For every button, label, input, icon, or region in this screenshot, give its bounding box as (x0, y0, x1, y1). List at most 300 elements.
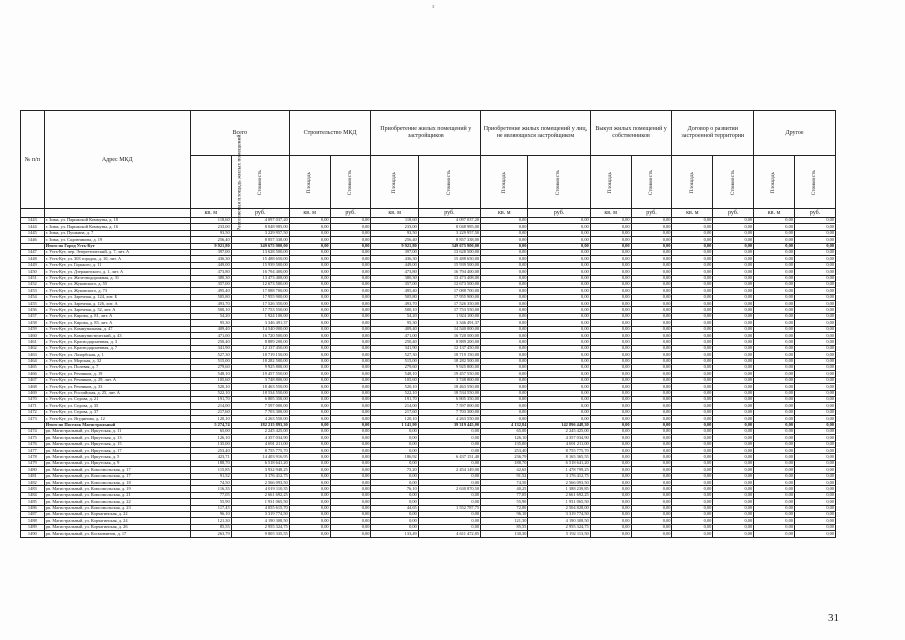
value-cell: 397,00 (190, 249, 231, 255)
value-cell: 0,00 (289, 352, 330, 358)
value-cell: 520,10 (190, 384, 231, 390)
value-cell: 1 552 787,75 (418, 505, 480, 511)
value-cell: 0,00 (481, 333, 528, 339)
value-cell: 0,00 (330, 428, 371, 434)
value-cell: 0,00 (713, 480, 754, 486)
value-cell: 0,00 (672, 480, 713, 486)
value-cell: 0,00 (590, 531, 631, 537)
value-cell: 9 925 800,00 (231, 364, 289, 370)
address-cell: г. Усть-Кут, ул. Кирова, д. 81, лит. А (44, 313, 190, 319)
value-cell: 0,00 (672, 249, 713, 255)
value-cell: 0,00 (631, 294, 672, 300)
value-cell: 0,00 (672, 441, 713, 447)
value-cell: 0,00 (631, 422, 672, 428)
group-header-row (21, 111, 836, 156)
value-cell: 15 488 650,00 (231, 256, 289, 262)
value-cell: 0,00 (794, 243, 835, 249)
value-cell: 3 176 412,75 (231, 473, 289, 479)
value-cell: 135,00 (190, 441, 231, 447)
value-cell: 0,00 (590, 492, 631, 498)
row-number-cell: 1457 (21, 313, 45, 319)
value-cell: 0,00 (330, 339, 371, 345)
address-cell: рп. Магистральный, ул. Иркутская, д. 15 (44, 441, 190, 447)
unit-cell: кв. м (190, 209, 231, 218)
value-cell: 0,00 (754, 230, 795, 236)
value-cell: 121,30 (481, 518, 528, 524)
group-header: Приобретение жилых помещений у застройщиков (371, 111, 481, 156)
address-cell: рп. Магистральный, ул. Комсомольская, д. 21 (44, 492, 190, 498)
value-cell: 0,00 (713, 448, 754, 454)
value-cell: 0,00 (713, 333, 754, 339)
value-cell: 0,00 (371, 492, 418, 498)
value-cell: 0,00 (713, 218, 754, 224)
page-number: 31 (828, 612, 839, 624)
value-cell: 0,00 (631, 262, 672, 268)
value-cell: 0,00 (672, 460, 713, 466)
sub-header-label: Площадь (390, 171, 397, 194)
row-number-cell: 1479 (21, 460, 45, 466)
address-cell: г. Усть-Кут, ул. Горького, д. 11 (44, 262, 190, 268)
value-cell: 0,00 (330, 511, 371, 517)
row-number-cell: 1490 (21, 531, 45, 537)
value-cell: 236,79 (481, 454, 528, 460)
row-number-cell: 1471 (21, 403, 45, 409)
value-cell: 0,00 (672, 237, 713, 243)
value-cell: 4 263 550,00 (418, 416, 480, 422)
address-cell: г. Зима, ул. Садовникова, д. 19 (44, 237, 190, 243)
value-cell: 0,00 (754, 307, 795, 313)
value-cell: 0,00 (631, 364, 672, 370)
value-cell: 0,00 (590, 505, 631, 511)
value-cell: 0,00 (713, 339, 754, 345)
value-cell: 12 673 500,00 (418, 281, 480, 287)
value-cell: 2 630 870,50 (418, 486, 480, 492)
value-cell: 449,00 (190, 262, 231, 268)
value-cell: 0,00 (330, 416, 371, 422)
value-cell: 0,00 (754, 492, 795, 498)
row-number-cell: 1446 (21, 237, 45, 243)
value-cell: 13 628 500,00 (231, 249, 289, 255)
value-cell: 0,00 (418, 428, 480, 434)
value-cell: 0,00 (330, 275, 371, 281)
value-cell: 0,00 (289, 473, 330, 479)
value-cell: 0,00 (528, 224, 590, 230)
value-cell: 0,00 (631, 396, 672, 402)
value-cell: 0,00 (754, 218, 795, 224)
value-cell: 0,00 (289, 230, 330, 236)
value-cell: 0,00 (631, 480, 672, 486)
value-cell: 0,00 (794, 492, 835, 498)
value-cell: 0,00 (528, 416, 590, 422)
value-cell: 0,00 (590, 339, 631, 345)
value-cell: 0,00 (672, 269, 713, 275)
value-cell: 0,00 (590, 486, 631, 492)
value-cell: 522,10 (371, 390, 418, 396)
value-cell: 0,00 (672, 467, 713, 473)
value-cell: 0,00 (330, 467, 371, 473)
value-cell: 0,00 (713, 511, 754, 517)
value-cell: 0,00 (330, 409, 371, 415)
value-cell: 0,00 (713, 505, 754, 511)
value-cell: 495,40 (371, 288, 418, 294)
value-cell: 349 675 900,00 (231, 243, 289, 249)
value-cell: 0,00 (794, 237, 835, 243)
address-cell: г. Усть-Кут, ул. Железнодорожная, д. 31 (44, 275, 190, 281)
value-cell: 0,00 (528, 269, 590, 275)
value-cell: 0,00 (713, 531, 754, 537)
value-cell: 0,00 (289, 307, 330, 313)
value-cell: 40,25 (481, 486, 528, 492)
unit-cell: руб. (794, 209, 835, 218)
value-cell: 0,00 (590, 441, 631, 447)
value-cell: 120,10 (190, 416, 231, 422)
value-cell: 0,00 (481, 294, 528, 300)
address-cell: г. Усть-Кут, ул. Российская, д. 25, лит. А (44, 390, 190, 396)
value-cell: 436,30 (190, 256, 231, 262)
value-cell: 18 534 550,00 (231, 390, 289, 396)
value-cell: 74,50 (190, 480, 231, 486)
value-cell: 0,00 (794, 218, 835, 224)
value-cell: 0,00 (794, 256, 835, 262)
value-cell: 0,00 (672, 301, 713, 307)
value-cell: 9 925 800,00 (418, 364, 480, 370)
value-cell: 0,00 (528, 377, 590, 383)
value-cell: 0,00 (330, 435, 371, 441)
value-cell: 76,10 (371, 486, 418, 492)
value-cell: 0,00 (672, 403, 713, 409)
value-cell: 8 755 775,70 (231, 448, 289, 454)
value-cell: 0,00 (672, 352, 713, 358)
value-cell: 0,00 (371, 473, 418, 479)
table-body (21, 218, 836, 538)
value-cell: 0,00 (481, 352, 528, 358)
value-cell: 3 748 800,00 (231, 377, 289, 383)
value-cell: 0,00 (754, 390, 795, 396)
value-cell: 0,00 (330, 243, 371, 249)
row-number-cell: 1450 (21, 269, 45, 275)
value-cell: 0,00 (754, 518, 795, 524)
value-cell: 77,05 (481, 492, 528, 498)
value-cell: 0,00 (794, 518, 835, 524)
group-header: Договор о развитии застроенной территории (672, 111, 754, 156)
value-cell: 96,10 (481, 511, 528, 517)
value-cell: 0,00 (754, 249, 795, 255)
value-cell: 0,00 (330, 384, 371, 390)
row-number-cell: 1458 (21, 320, 45, 326)
address-cell: г. Усть-Кут, ул. Речников, д. 19 (44, 371, 190, 377)
value-cell: 0,00 (794, 473, 835, 479)
value-cell: 0,00 (590, 256, 631, 262)
value-cell: 18 463 550,00 (418, 384, 480, 390)
value-cell: 4 132,84 (481, 422, 528, 428)
value-cell: 0,00 (481, 396, 528, 402)
sub-header-cell (713, 156, 754, 209)
value-cell: 505,80 (371, 294, 418, 300)
value-cell: 120,10 (371, 416, 418, 422)
value-cell: 7 597 000,00 (231, 403, 289, 409)
address-cell: рп. Магистральный, ул. Иркутская, д. 13 (44, 435, 190, 441)
value-cell: 0,00 (289, 403, 330, 409)
value-cell: 0,00 (713, 473, 754, 479)
col-no-header: № п/п (21, 111, 45, 209)
value-cell: 0,00 (631, 275, 672, 281)
value-cell: 0,00 (590, 230, 631, 236)
value-cell: 3 229 957,50 (231, 230, 289, 236)
value-cell: 0,00 (289, 409, 330, 415)
value-cell: 0,00 (631, 499, 672, 505)
value-cell: 0,00 (330, 262, 371, 268)
address-cell: г. Зима, ул. Парижской Коммуны, д. 18 (44, 218, 190, 224)
value-cell: 0,00 (713, 416, 754, 422)
value-cell: 0,00 (289, 396, 330, 402)
value-cell: 0,00 (754, 499, 795, 505)
row-number-cell: 1456 (21, 307, 45, 313)
value-cell: 1 924 100,00 (418, 313, 480, 319)
row-number-cell: 1463 (21, 352, 45, 358)
unit-cell: руб. (231, 209, 289, 218)
value-cell: 2 661 692,25 (528, 492, 590, 498)
value-cell: 96,10 (190, 511, 231, 517)
value-cell: 42,65 (481, 467, 528, 473)
value-cell: 0,00 (289, 256, 330, 262)
row-number-cell: 1486 (21, 505, 45, 511)
value-cell: 0,00 (289, 518, 330, 524)
value-cell: 65,00 (481, 428, 528, 434)
sub-header-cell (418, 156, 480, 209)
value-cell: 0,00 (713, 326, 754, 332)
value-cell: 8 048 985,00 (418, 224, 480, 230)
value-cell: 0,00 (289, 288, 330, 294)
row-number-cell: 1465 (21, 364, 45, 370)
value-cell: 6 437 151,40 (418, 454, 480, 460)
sub-header-label: Стоимость (555, 169, 562, 196)
value-cell: 0,00 (754, 288, 795, 294)
value-cell: 0,00 (631, 518, 672, 524)
value-cell: 14 403 916,95 (231, 454, 289, 460)
value-cell: 17 753 550,00 (418, 307, 480, 313)
value-cell: 0,00 (713, 428, 754, 434)
value-cell: 0,00 (794, 441, 835, 447)
value-cell: 105,60 (190, 377, 231, 383)
row-number-cell: 1445 (21, 230, 45, 236)
value-cell: 0,00 (794, 396, 835, 402)
value-cell: 54,20 (190, 313, 231, 319)
scan-mark: з (432, 4, 435, 10)
unit-cell: кв. м (590, 209, 631, 218)
value-cell: 0,00 (289, 243, 330, 249)
value-cell: 0,00 (713, 396, 754, 402)
value-cell: 0,00 (289, 422, 330, 428)
value-cell: 409,40 (371, 326, 418, 332)
sub-header-label: Стоимость (729, 169, 736, 196)
value-cell: 0,00 (481, 384, 528, 390)
value-cell: 0,00 (481, 326, 528, 332)
value-cell: 0,00 (713, 237, 754, 243)
value-cell: 0,00 (631, 448, 672, 454)
value-cell: 0,00 (631, 505, 672, 511)
value-cell: 0,00 (418, 499, 480, 505)
unit-cell: кв. м (289, 209, 330, 218)
value-cell: 0,00 (672, 224, 713, 230)
value-cell: 0,00 (672, 518, 713, 524)
value-cell: 16 794 400,00 (231, 269, 289, 275)
value-cell: 0,00 (418, 441, 480, 447)
value-cell: 0,00 (672, 428, 713, 434)
value-cell: 0,00 (371, 480, 418, 486)
value-cell: 0,00 (371, 448, 418, 454)
value-cell: 0,00 (631, 409, 672, 415)
group-header: Всего (190, 111, 289, 156)
value-cell: 0,00 (794, 486, 835, 492)
value-cell: 0,00 (289, 454, 330, 460)
value-cell: 0,00 (590, 403, 631, 409)
value-cell: 16 794 400,00 (418, 269, 480, 275)
value-cell: 0,00 (794, 403, 835, 409)
value-cell: 0,00 (289, 358, 330, 364)
sub-header-cell (754, 156, 795, 209)
address-cell: г. Усть-Кут, ул. Заречная, д. 126, лит. А (44, 301, 190, 307)
value-cell: 0,00 (330, 352, 371, 358)
value-cell: 0,00 (481, 269, 528, 275)
value-cell: 0,00 (754, 505, 795, 511)
value-cell: 0,00 (528, 339, 590, 345)
value-cell: 0,00 (794, 428, 835, 434)
value-cell: 0,00 (713, 275, 754, 281)
row-number-cell: 1473 (21, 416, 45, 422)
value-cell: 72,80 (481, 505, 528, 511)
value-cell: 0,00 (481, 358, 528, 364)
value-cell: 0,00 (631, 320, 672, 326)
value-cell: 0,00 (713, 294, 754, 300)
value-cell: 15 488 650,00 (418, 256, 480, 262)
value-cell: 253,40 (481, 448, 528, 454)
value-cell: 8 165 365,55 (528, 454, 590, 460)
address-cell: г. Усть-Кут, ул. Жуковского, д. 73 (44, 288, 190, 294)
value-cell: 116,35 (190, 486, 231, 492)
value-cell: 0,00 (289, 218, 330, 224)
value-cell: 0,00 (713, 352, 754, 358)
value-cell: 0,00 (528, 237, 590, 243)
value-cell: 0,00 (418, 480, 480, 486)
address-cell: рп. Магистральный, ул. Корчагинская, д. 22 (44, 511, 190, 517)
value-cell: 0,00 (289, 435, 330, 441)
value-cell: 55,90 (481, 499, 528, 505)
sub-header-cell (672, 156, 713, 209)
row-number-cell: 1470 (21, 396, 45, 402)
value-cell: 0,00 (794, 333, 835, 339)
value-cell: 0,00 (754, 409, 795, 415)
value-cell: 2 566 093,50 (528, 480, 590, 486)
value-cell: 0,00 (330, 256, 371, 262)
sub-header-label: Стоимость (647, 169, 654, 196)
value-cell: 0,00 (631, 281, 672, 287)
value-cell: 0,00 (590, 313, 631, 319)
value-cell: 0,00 (794, 281, 835, 287)
value-cell: 214,00 (190, 403, 231, 409)
value-cell: 0,00 (418, 518, 480, 524)
value-cell: 263,79 (190, 531, 231, 537)
value-cell: 0,00 (672, 326, 713, 332)
value-cell: 0,00 (713, 409, 754, 415)
value-cell: 0,00 (672, 275, 713, 281)
value-cell: 0,00 (330, 390, 371, 396)
value-cell: 0,00 (330, 333, 371, 339)
sub-header-cell (528, 156, 590, 209)
value-cell: 0,00 (289, 275, 330, 281)
value-cell: 0,00 (528, 218, 590, 224)
row-number-cell: 1476 (21, 441, 45, 447)
sub-header-label: Стоимость (445, 169, 452, 196)
value-cell: 0,00 (754, 422, 795, 428)
value-cell: 0,00 (631, 333, 672, 339)
value-cell: 0,00 (672, 339, 713, 345)
value-cell: 0,00 (631, 454, 672, 460)
value-cell: 0,00 (481, 390, 528, 396)
value-cell: 18 463 550,00 (231, 384, 289, 390)
value-cell: 0,00 (590, 352, 631, 358)
value-cell: 515,00 (190, 358, 231, 364)
value-cell: 0,00 (371, 518, 418, 524)
value-cell: 9 921,80 (190, 243, 231, 249)
value-cell: 0,00 (754, 301, 795, 307)
value-cell: 3 229 957,50 (418, 230, 480, 236)
value-cell: 0,00 (754, 358, 795, 364)
value-cell: 0,00 (754, 326, 795, 332)
row-number-cell: 1469 (21, 390, 45, 396)
value-cell: 500,10 (190, 307, 231, 313)
value-cell: 0,00 (371, 441, 418, 447)
value-cell: 493,70 (190, 301, 231, 307)
value-cell: 4 357 034,90 (528, 435, 590, 441)
value-cell: 0,00 (754, 364, 795, 370)
value-cell: 0,00 (631, 358, 672, 364)
value-cell: 1 924 100,00 (231, 313, 289, 319)
value-cell: 5 274,74 (190, 422, 231, 428)
value-cell: 16 720 500,00 (418, 333, 480, 339)
value-cell: 142 896 448,30 (528, 422, 590, 428)
value-cell: 93,50 (371, 230, 418, 236)
value-cell: 214,00 (371, 403, 418, 409)
value-cell: 473,80 (190, 269, 231, 275)
value-cell: 0,00 (713, 358, 754, 364)
value-cell: 0,00 (481, 256, 528, 262)
value-cell: 0,00 (330, 269, 371, 275)
row-number-cell: 1478 (21, 454, 45, 460)
value-cell: 0,00 (631, 307, 672, 313)
value-cell: 3 346 491,37 (231, 320, 289, 326)
value-cell: 0,00 (754, 416, 795, 422)
row-number-cell: 1467 (21, 377, 45, 383)
value-cell: 0,00 (371, 511, 418, 517)
value-cell: 436,30 (371, 256, 418, 262)
value-cell: 4 190 308,50 (231, 518, 289, 524)
address-cell: Итого по Поселок Магистральный (44, 422, 190, 428)
value-cell: 0,00 (590, 467, 631, 473)
value-cell: 0,00 (289, 281, 330, 287)
value-cell: 217,60 (190, 409, 231, 415)
value-cell: 0,00 (590, 237, 631, 243)
value-cell: 397,00 (371, 249, 418, 255)
value-cell: 0,00 (330, 371, 371, 377)
value-cell: 0,00 (330, 364, 371, 370)
value-cell: 0,00 (590, 499, 631, 505)
value-cell: 1 141,90 (371, 422, 418, 428)
value-cell: 217,60 (371, 409, 418, 415)
value-cell: 126,10 (481, 435, 528, 441)
value-cell: 0,00 (794, 448, 835, 454)
value-cell: 0,00 (590, 435, 631, 441)
sub-header-label: Стоимость (811, 169, 818, 196)
